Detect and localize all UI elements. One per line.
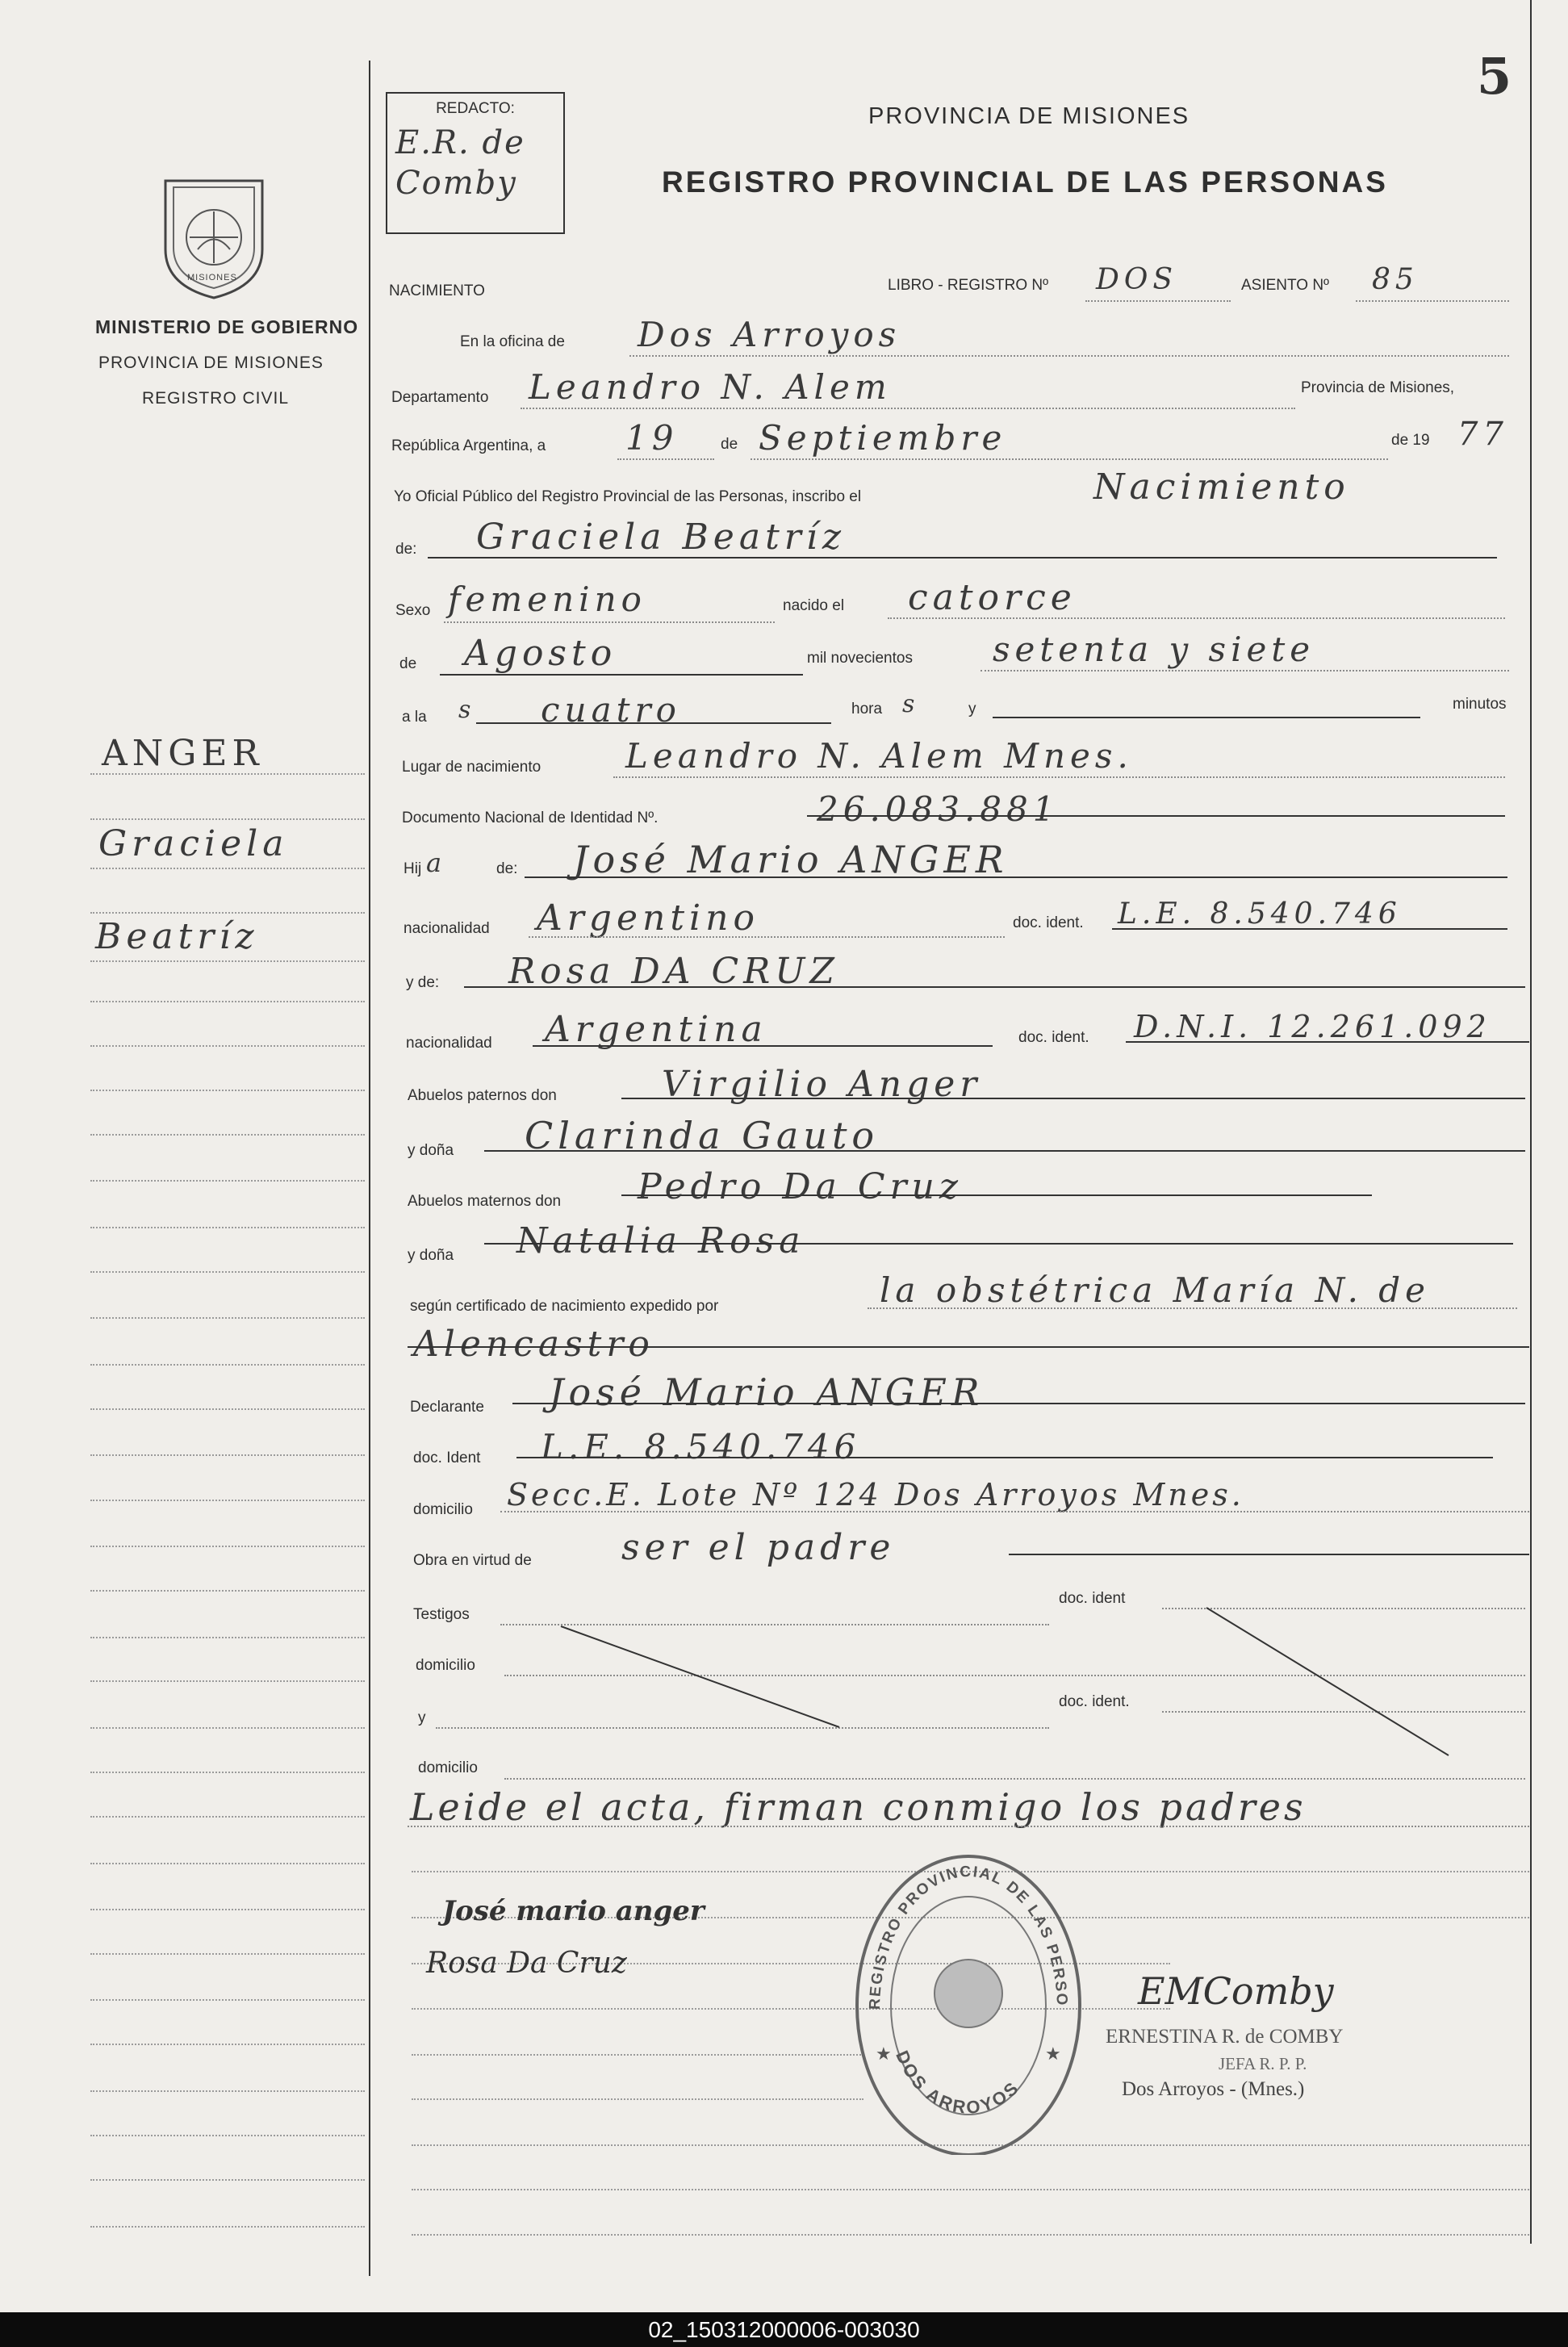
testigo1-doc-label: doc. ident (1059, 1590, 1126, 1607)
redacto-value: E.R. de Comby (395, 124, 525, 202)
ministry-civil-registry: REGISTRO CIVIL (142, 389, 290, 408)
hour-line (476, 722, 831, 724)
obra-label: Obra en virtud de (413, 1552, 532, 1569)
oficina-label: En la oficina de (460, 333, 565, 350)
margin-line (90, 2179, 365, 2181)
margin-first-name: Graciela (98, 823, 289, 864)
month2-line (440, 674, 803, 676)
departamento-label: Departamento (391, 389, 489, 406)
abuela-pat-value: Clarinda Gauto (525, 1114, 880, 1157)
republica-label: República Argentina, a (391, 437, 546, 454)
margin-line (90, 1772, 365, 1773)
margin-line (90, 1090, 365, 1091)
page-number: 5 (1477, 47, 1512, 106)
provincia-label: Provincia de Misiones, (1301, 379, 1455, 396)
testigo2-y-label: y (418, 1709, 426, 1726)
mother-nat-value: Argentina (545, 1009, 767, 1050)
svg-text:DOS ARROYOS (892, 2048, 1023, 2118)
testigos-label: Testigos (413, 1606, 470, 1623)
name-label: de: (395, 541, 417, 558)
right-border (1530, 0, 1532, 2244)
alas-suffix: s (458, 696, 476, 724)
margin-line (90, 2226, 365, 2228)
margin-line (90, 912, 365, 914)
margin-surname: ANGER (102, 733, 264, 774)
mother-nat-line (533, 1045, 993, 1047)
margin-line (90, 1180, 365, 1182)
margin-line (90, 1953, 365, 1955)
mil-label: mil novecientos (807, 650, 913, 667)
abuela-pat-label: y doña (408, 1142, 454, 1159)
father-doc-value: L.E. 8.540.746 (1118, 897, 1402, 931)
nacido-line (888, 617, 1505, 619)
lugar-value: Leandro N. Alem Mnes. (625, 736, 1133, 776)
header-registry: REGISTRO PROVINCIAL DE LAS PERSONAS (662, 165, 1388, 199)
left-border (369, 61, 370, 2276)
witness-cancel-strokes (549, 1606, 1493, 1768)
dni-line (807, 815, 1505, 817)
abuelo-pat-line (621, 1098, 1525, 1099)
domicilio-line (500, 1511, 1529, 1512)
father-signature: José mario anger (442, 1895, 705, 1927)
margin-line (90, 1045, 365, 1047)
father-nat-line (529, 936, 1005, 938)
month-value: Septiembre (759, 418, 1007, 458)
closing-line (408, 1826, 1529, 1827)
testigo2-domicilio-label: domicilio (418, 1759, 478, 1776)
father-line (525, 876, 1507, 878)
margin-line (90, 1909, 365, 1910)
svg-text:★: ★ (876, 2044, 892, 2064)
mother-doc-line (1126, 1041, 1529, 1043)
signature-line (412, 2234, 1529, 2236)
signature-line (412, 2054, 863, 2056)
father-value: José Mario ANGER (573, 838, 1009, 881)
mother-doc-value: D.N.I. 12.261.092 (1134, 1009, 1491, 1044)
signature-line (412, 2098, 863, 2100)
asiento-label: ASIENTO Nº (1241, 277, 1329, 294)
margin-line (90, 2090, 365, 2092)
declarante-doc-label: doc. Ident (413, 1450, 481, 1466)
ministry-title: MINISTERIO DE GOBIERNO (95, 316, 359, 337)
testigo2-domicilio-line (504, 1778, 1525, 1780)
abuela-mat-line (484, 1243, 1513, 1245)
testigo2-doc-label: doc. ident. (1059, 1693, 1130, 1710)
abuelo-pat-value: Virgilio Anger (662, 1064, 982, 1105)
month-line (751, 458, 1388, 460)
margin-line (90, 868, 365, 869)
sexo-label: Sexo (395, 602, 431, 619)
act-type-value: Nacimiento (1093, 466, 1350, 508)
nacido-label: nacido el (783, 597, 845, 614)
oficina-value: Dos Arroyos (638, 315, 901, 354)
year-words-value: setenta y siete (993, 630, 1315, 669)
redacto-label: REDACTO: (436, 100, 515, 117)
hour-value: cuatro (541, 690, 681, 730)
closing-text: Leide el acta, firman conmigo los padres (410, 1785, 1307, 1829)
father-doc-line (1112, 928, 1507, 930)
margin-line (90, 1408, 365, 1410)
father-nat-value: Argentino (537, 897, 759, 939)
asiento-line (1356, 300, 1509, 302)
header-province: PROVINCIA DE MISIONES (868, 103, 1190, 129)
abuela-mat-label: y doña (408, 1247, 454, 1264)
margin-line (90, 1364, 365, 1366)
mother-nat-label: nacionalidad (406, 1035, 492, 1052)
testigo1-domicilio-label: domicilio (416, 1657, 475, 1674)
declarante-line (512, 1403, 1525, 1404)
margin-line (90, 1863, 365, 1864)
segun-line-2 (408, 1346, 1529, 1348)
minutos-line (993, 717, 1420, 718)
sexo-line (444, 621, 775, 623)
oficial-label: Yo Oficial Público del Registro Provincial de las Personas, inscribo el (394, 488, 862, 505)
abuelos-mat-label: Abuelos maternos don (408, 1193, 562, 1210)
declarante-label: Declarante (410, 1399, 484, 1416)
y-label: y (968, 701, 976, 717)
segun-value: la obstétrica María N. de (880, 1270, 1431, 1310)
hijo-suffix: a (426, 847, 447, 878)
margin-line (90, 1454, 365, 1456)
official-name: ERNESTINA R. de COMBY (1106, 2026, 1344, 2048)
archive-code: 02_150312000006-003030 (648, 2317, 920, 2342)
departamento-line (521, 408, 1295, 409)
segun-value-2: Alencastro (413, 1324, 654, 1365)
nacido-value: catorce (908, 577, 1077, 618)
seal-text: MISIONES (187, 273, 237, 282)
father-doc-label: doc. ident. (1013, 914, 1084, 931)
year-label: de 19 (1391, 432, 1430, 449)
obra-line (1009, 1554, 1529, 1555)
hijo-de-label: de: (496, 860, 518, 877)
mother-doc-label: doc. ident. (1018, 1029, 1089, 1046)
month2-label: de (399, 655, 417, 672)
minutos-label: minutos (1453, 696, 1507, 713)
redacto-box (386, 92, 565, 234)
year-value: 77 (1457, 416, 1508, 453)
declarante-value: José Mario ANGER (549, 1370, 985, 1414)
lugar-label: Lugar de nacimiento (402, 759, 541, 776)
margin-line (90, 773, 365, 775)
segun-line (868, 1307, 1517, 1309)
registry-stamp (847, 1848, 1089, 2155)
obra-value: ser el padre (621, 1527, 896, 1568)
margin-line (90, 1227, 365, 1228)
stamp-top-text: REGISTRO PROVINCIAL DE LAS PERSO (866, 1863, 1071, 2010)
margin-line (90, 1001, 365, 1002)
oficina-line (629, 355, 1509, 357)
official-place: Dos Arroyos - (Mnes.) (1122, 2078, 1305, 2100)
sexo-value: femenino (448, 579, 646, 619)
margin-second-name: Beatríz (95, 916, 259, 957)
declarante-doc-value: L.E. 8.540.746 (541, 1427, 861, 1466)
svg-text:★: ★ (1045, 2044, 1061, 2064)
departamento-value: Leandro N. Alem (529, 367, 892, 407)
name-value: Graciela Beatríz (476, 517, 847, 558)
day-line (617, 458, 714, 460)
dni-label: Documento Nacional de Identidad Nº. (402, 810, 659, 826)
month2-value: Agosto (464, 633, 617, 674)
libro-label: LIBRO - REGISTRO Nº (888, 277, 1049, 294)
archive-footer (0, 2312, 1568, 2347)
margin-line (90, 1271, 365, 1273)
mother-value: Rosa DA CRUZ (508, 951, 839, 992)
margin-line (90, 1637, 365, 1638)
abuelos-pat-label: Abuelos paternos don (408, 1087, 557, 1104)
signature-line (412, 2189, 1529, 2190)
abuela-pat-line (484, 1150, 1525, 1152)
margin-line (90, 960, 365, 962)
margin-line (90, 1816, 365, 1818)
abuelo-mat-line (621, 1194, 1372, 1196)
ministry-province: PROVINCIA DE MISIONES (98, 354, 324, 372)
nacimiento-label: NACIMIENTO (389, 282, 485, 299)
segun-label: según certificado de nacimiento expedido por (410, 1298, 719, 1315)
margin-line (90, 1590, 365, 1592)
name-line (428, 557, 1497, 559)
lugar-line (613, 776, 1505, 778)
abuela-mat-value: Natalia Rosa (516, 1220, 805, 1261)
alas-label: a la (402, 709, 427, 726)
hijo-label: Hij (403, 860, 422, 877)
mother-line (464, 986, 1525, 988)
official-signature: EMComby (1138, 1969, 1334, 2013)
domicilio-label: domicilio (413, 1501, 473, 1518)
margin-line (90, 1546, 365, 1547)
margin-line (90, 1317, 365, 1319)
margin-line (90, 1680, 365, 1682)
de-label: de (721, 436, 738, 453)
abuelo-mat-value: Pedro Da Cruz (638, 1166, 964, 1207)
official-title: JEFA R. P. P. (1219, 2054, 1307, 2073)
domicilio-value: Secc.E. Lote Nº 124 Dos Arroyos Mnes. (507, 1477, 1244, 1512)
margin-line (90, 1999, 365, 2001)
margin-line (90, 1134, 365, 1136)
year-words-line (981, 670, 1509, 671)
libro-line (1085, 300, 1231, 302)
horas-label: hora (851, 701, 883, 717)
day-value: 19 (625, 418, 679, 458)
declarante-doc-line (516, 1457, 1493, 1458)
father-nat-label: nacionalidad (403, 920, 490, 937)
mother-label: y de: (406, 974, 440, 991)
stamp-bottom-text: DOS ARROYOS (892, 2047, 1024, 2118)
margin-line (90, 1727, 365, 1729)
government-seal (153, 173, 274, 302)
asiento-value: 85 (1372, 263, 1419, 296)
mother-signature: Rosa Da Cruz (426, 1947, 627, 1980)
margin-line (90, 1500, 365, 1501)
horas-suffix: s (902, 690, 920, 718)
libro-value: DOS (1096, 263, 1178, 296)
margin-line (90, 2135, 365, 2136)
dni-value: 26.083.881 (817, 789, 1060, 829)
margin-line (90, 818, 365, 820)
margin-line (90, 2044, 365, 2045)
